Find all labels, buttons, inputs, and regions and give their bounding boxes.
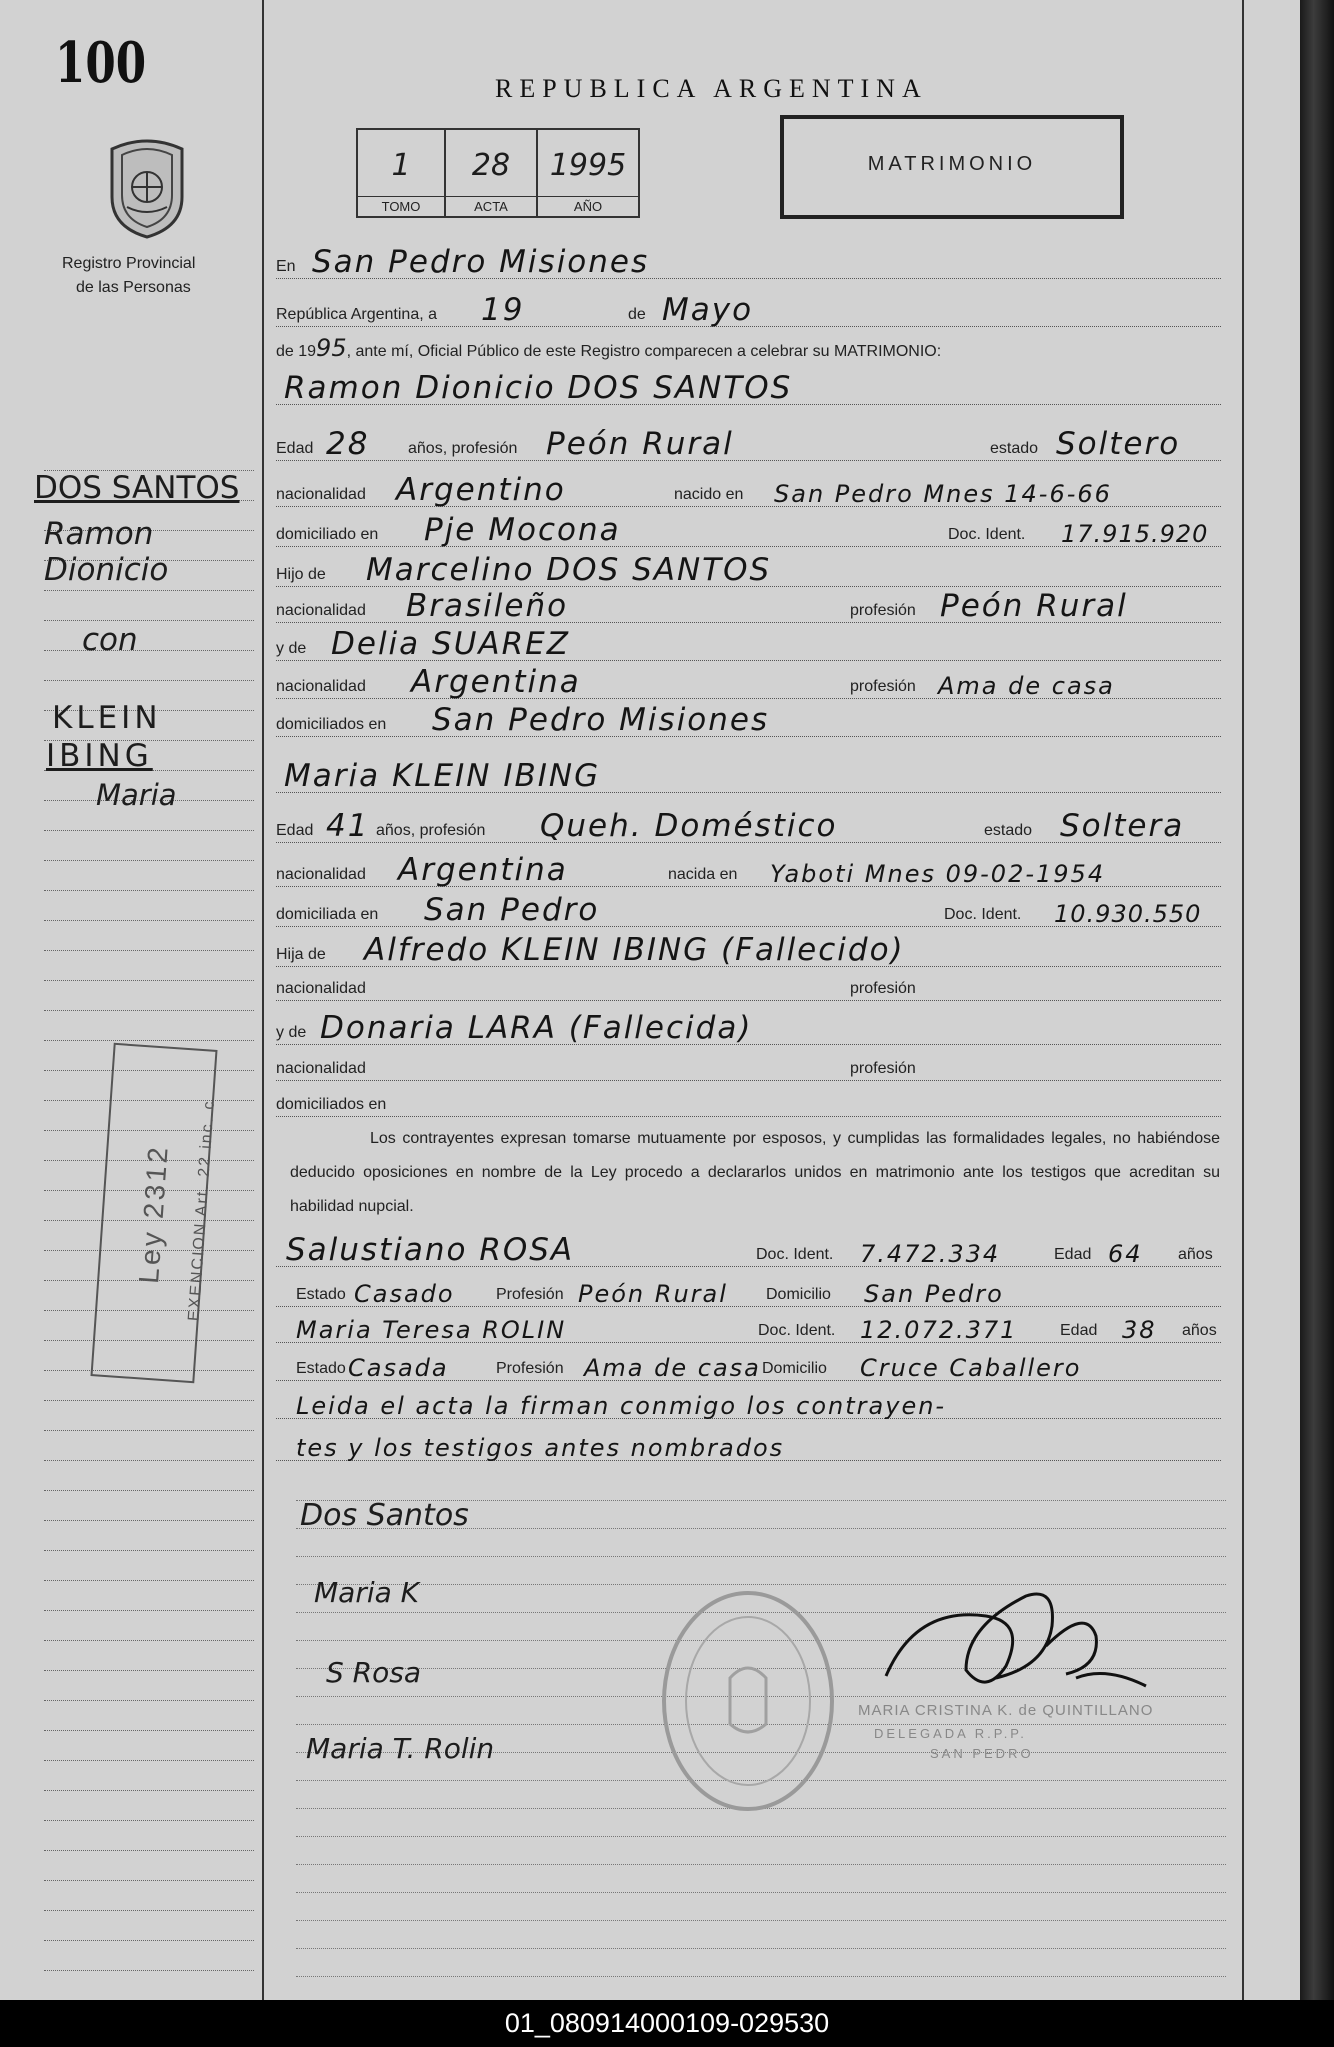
act-type-box — [780, 115, 1124, 219]
signature-bride: Maria K — [314, 1576, 420, 1609]
exemption-stamp — [90, 1043, 217, 1383]
official-stamp-line2: DELEGADA R.P.P. — [874, 1726, 1027, 1741]
witness-1-age: 64 — [1108, 1240, 1143, 1268]
bride-domiciliada-label: domiciliada en — [276, 906, 379, 923]
acta-label: ACTA — [446, 196, 536, 214]
margin-rule-line — [44, 1850, 254, 1851]
groom-profession: Peón Rural — [546, 426, 734, 462]
bride-mother: Donaria LARA (Fallecida) — [320, 1010, 753, 1046]
groom-mother-prof-label: profesión — [850, 678, 916, 695]
signature-rule-line — [296, 1836, 1226, 1837]
bride-address-row — [276, 886, 1221, 927]
groom-domiciliado-label: domiciliado en — [276, 526, 379, 543]
act-type: MATRIMONIO — [867, 153, 1037, 175]
groom-mother-nat: Argentina — [411, 664, 581, 700]
bride-mother-nat-row — [276, 1044, 1221, 1081]
closing-line-2-row — [276, 1420, 1221, 1461]
place-row — [276, 238, 1221, 279]
closing-line-1: Leida el acta la firman conmigo los contrayen- — [296, 1392, 947, 1420]
groom-status: Soltero — [1056, 426, 1181, 462]
groom-doc: 17.915.920 — [1061, 520, 1209, 548]
margin-rule-line — [44, 1910, 254, 1911]
closing-line-2: tes y los testigos antes nombrados — [296, 1434, 785, 1462]
groom-father-nat: Brasileño — [406, 588, 569, 624]
date-row — [276, 290, 1221, 327]
margin-rule-line — [44, 890, 254, 891]
year-suffix: 95 — [316, 334, 347, 362]
groom-nacionalidad-label: nacionalidad — [276, 486, 366, 503]
margin-note-surname: DOS SANTOS — [34, 470, 240, 506]
groom-age: 28 — [326, 426, 370, 462]
official-stamp-line3: SAN PEDRO — [930, 1746, 1034, 1761]
groom-yde-label: y de — [276, 640, 307, 657]
preamble-text: , ante mí, Oficial Público de este Registro comparecen a celebrar su MATRIMONIO: — [346, 343, 942, 360]
margin-rule-line — [44, 1970, 254, 1971]
groom-nacido-label: nacido en — [674, 486, 744, 503]
witness-1-estado: Casado — [354, 1280, 455, 1308]
bride-age-row — [276, 802, 1221, 843]
signature-rule-line — [296, 1556, 1226, 1557]
tomo-label: TOMO — [358, 196, 444, 214]
margin-rule-line — [44, 950, 254, 951]
exemption-stamp-line2: EXENCION Art. 22 inc. c — [185, 1098, 219, 1322]
margin-rule-line — [44, 980, 254, 981]
margin-rule-line — [44, 1700, 254, 1701]
acta-value: 28 — [471, 148, 511, 183]
bride-edad-label: Edad — [276, 822, 314, 839]
signature-witness-1: S Rosa — [326, 1656, 422, 1689]
witness-1-details-row — [276, 1266, 1221, 1307]
binding-edge — [1300, 0, 1334, 2000]
bride-father-row — [276, 926, 1221, 967]
witness-1-domicilio: San Pedro — [864, 1280, 1004, 1308]
tomo-value: 1 — [391, 148, 411, 183]
margin-rule-line — [44, 1010, 254, 1011]
witness-1-estado-label: Estado — [296, 1286, 346, 1303]
margin-rule-line — [44, 1760, 254, 1761]
bride-father-prof-label: profesión — [850, 980, 916, 997]
en-label: En — [276, 258, 296, 275]
margin-note-given-1: Ramon — [44, 516, 154, 552]
margin-rule-line — [44, 1610, 254, 1611]
bride-address: San Pedro — [424, 892, 600, 928]
year-prefix: de 19 — [276, 343, 317, 360]
margin-rule-line — [44, 1040, 254, 1041]
bride-hija-label: Hija de — [276, 946, 326, 963]
groom-anos-profesion-label: años, profesión — [408, 440, 518, 457]
witness-2-name: Maria Teresa ROLIN — [296, 1316, 567, 1344]
registry-title-line1: Registro Provincial — [62, 255, 196, 272]
record-box — [356, 128, 640, 218]
heading: REPUBLICA ARGENTINA — [495, 74, 928, 103]
witness-1-name: Salustiano ROSA — [286, 1232, 575, 1268]
groom-parents-address: San Pedro Misiones — [432, 702, 770, 738]
bride-father-nat-row — [276, 964, 1221, 1001]
groom-father-row — [276, 546, 1221, 587]
margin-rule-line — [44, 1490, 254, 1491]
day-value: 19 — [481, 292, 525, 328]
bride-status: Soltera — [1060, 808, 1185, 844]
groom-parents-address-row — [276, 696, 1221, 737]
signature-witness-2: Maria T. Rolin — [306, 1732, 495, 1765]
bride-parents-address-row — [276, 1084, 1221, 1117]
margin-rule-line — [44, 590, 254, 591]
groom-domiciliados-label: domiciliados en — [276, 716, 387, 733]
margin-rule-line — [44, 1880, 254, 1881]
bride-yde-label: y de — [276, 1024, 307, 1041]
bride-father-nat-label: nacionalidad — [276, 980, 366, 997]
witness-2-domicilio-label: Domicilio — [762, 1360, 827, 1377]
bride-nationality-row — [276, 846, 1221, 887]
signature-rule-line — [296, 1920, 1226, 1921]
witness-2-doc-label: Doc. Ident. — [758, 1322, 836, 1339]
margin-note-bride-1: KLEIN — [52, 700, 162, 736]
groom-father: Marcelino DOS SANTOS — [366, 552, 772, 588]
witness-2-domicilio: Cruce Caballero — [860, 1354, 1082, 1382]
margin-rule-line — [44, 680, 254, 681]
margin-rule-line — [44, 1430, 254, 1431]
groom-father-prof: Peón Rural — [940, 588, 1128, 624]
margin-note-bride-2: IBING — [46, 738, 153, 774]
witness-2-estado: Casada — [348, 1354, 449, 1382]
bride-anos-profesion-label: años, profesión — [376, 822, 486, 839]
signature-groom: Dos Santos — [300, 1498, 469, 1533]
bride-name-row — [276, 752, 1221, 793]
bride-doc: 10.930.550 — [1054, 900, 1202, 928]
margin-rule-line — [44, 830, 254, 831]
place-value: San Pedro Misiones — [312, 244, 650, 280]
bride-mother-row — [276, 1004, 1221, 1045]
witness-2-row — [276, 1302, 1221, 1343]
witness-2-profession: Ama de casa — [584, 1354, 761, 1382]
witness-2-estado-label: Estado — [296, 1360, 346, 1377]
bride-name: Maria KLEIN IBING — [284, 758, 601, 794]
bride-mother-prof-label: profesión — [850, 1060, 916, 1077]
groom-mother: Delia SUAREZ — [331, 626, 570, 662]
registry-title-line2: de las Personas — [76, 279, 191, 296]
margin-rule-line — [44, 1550, 254, 1551]
margin-rule-line — [44, 1640, 254, 1641]
bride-domiciliados-label: domiciliados en — [276, 1096, 387, 1113]
official-stamp-line1: MARIA CRISTINA K. de QUINTILLANO — [858, 1702, 1154, 1719]
witness-1-doc: 7.472.334 — [860, 1240, 1001, 1268]
witness-1-edad-label: Edad — [1054, 1246, 1092, 1263]
margin-rule-line — [44, 1670, 254, 1671]
margin-rule-line — [44, 1820, 254, 1821]
margin-note-con: con — [82, 622, 138, 658]
month-value: Mayo — [662, 292, 754, 328]
official-round-seal-icon — [658, 1588, 838, 1814]
bride-age: 41 — [326, 808, 370, 844]
signature-rule-line — [296, 1892, 1226, 1893]
margin-rule-line — [44, 1790, 254, 1791]
groom-age-row — [276, 420, 1221, 461]
bride-profession: Queh. Doméstico — [540, 808, 838, 844]
anio-value: 1995 — [549, 148, 627, 183]
groom-nationality-row — [276, 466, 1221, 507]
witness-2-anos-label: años — [1182, 1322, 1217, 1339]
margin-rule-line — [44, 920, 254, 921]
witness-2-details-row — [276, 1340, 1221, 1381]
bride-mother-nat-label: nacionalidad — [276, 1060, 366, 1077]
margin-rule-line — [44, 860, 254, 861]
margin-rule-line — [44, 650, 254, 651]
witness-1-doc-label: Doc. Ident. — [756, 1246, 834, 1263]
margin-note-given-2: Dionicio — [44, 552, 169, 588]
emblem-caption — [104, 240, 116, 241]
groom-address-row — [276, 506, 1221, 547]
witness-1-profesion-label: Profesión — [496, 1286, 564, 1303]
groom-mother-nat-label: nacionalidad — [276, 678, 366, 695]
official-signature-icon — [876, 1566, 1156, 1706]
groom-birth: San Pedro Mnes 14-6-66 — [774, 480, 1112, 508]
groom-address: Pje Mocona — [424, 512, 621, 548]
groom-name: Ramon Dionicio DOS SANTOS — [284, 370, 793, 406]
witness-2-doc: 12.072.371 — [860, 1316, 1018, 1344]
groom-doc-label: Doc. Ident. — [948, 526, 1026, 543]
groom-mother-row — [276, 620, 1221, 661]
witness-1-profession: Peón Rural — [578, 1280, 728, 1308]
signature-rule-line — [296, 1864, 1226, 1865]
bride-nacionalidad-label: nacionalidad — [276, 866, 366, 883]
signature-rule-line — [296, 1976, 1226, 1977]
province-emblem-icon — [102, 135, 192, 239]
witness-1-row — [276, 1226, 1221, 1267]
groom-father-nat-row — [276, 582, 1221, 623]
bride-estado-label: estado — [984, 822, 1033, 839]
groom-nationality: Argentino — [396, 472, 566, 508]
witness-2-age: 38 — [1122, 1316, 1157, 1344]
witness-1-domicilio-label: Domicilio — [766, 1286, 831, 1303]
groom-father-nat-label: nacionalidad — [276, 602, 366, 619]
year-line — [276, 334, 941, 362]
margin-rule-line — [44, 1520, 254, 1521]
margin-note-bride-3: Maria — [96, 778, 177, 812]
signature-rule-line — [296, 1948, 1226, 1949]
page-number: 100 — [55, 30, 147, 96]
margin-rule-line — [44, 1460, 254, 1461]
groom-hijo-label: Hijo de — [276, 566, 326, 583]
bride-birth: Yaboti Mnes 09-02-1954 — [770, 860, 1106, 888]
groom-name-row — [276, 364, 1221, 405]
de-label: de — [628, 306, 646, 323]
margin-rule-line — [44, 1580, 254, 1581]
witness-2-edad-label: Edad — [1060, 1322, 1098, 1339]
bride-doc-label: Doc. Ident. — [944, 906, 1022, 923]
witness-1-anos-label: años — [1178, 1246, 1213, 1263]
groom-estado-label: estado — [990, 440, 1039, 457]
groom-mother-prof: Ama de casa — [938, 672, 1115, 700]
bride-nationality: Argentina — [398, 852, 568, 888]
bride-father: Alfredo KLEIN IBING (Fallecido) — [364, 932, 905, 968]
anio-label: AÑO — [538, 196, 638, 214]
margin-rule-line — [44, 620, 254, 621]
bride-nacida-label: nacida en — [668, 866, 738, 883]
republic-label: República Argentina, a — [276, 306, 437, 323]
margin-rule-line — [44, 1400, 254, 1401]
margin-rule-line — [44, 1940, 254, 1941]
groom-father-prof-label: profesión — [850, 602, 916, 619]
groom-edad-label: Edad — [276, 440, 314, 457]
groom-mother-nat-row — [276, 658, 1221, 699]
closing-line-1-row — [276, 1378, 1221, 1419]
margin-rule-line — [44, 1730, 254, 1731]
footer-code: 01_080914000109-029530 — [0, 2000, 1334, 2047]
witness-2-profesion-label: Profesión — [496, 1360, 564, 1377]
legal-text: Los contrayentes expresan tomarse mutuamente por esposos, y cumplidas las formalidades legales, no habiéndose deducido oposiciones en nombre de la Ley procedo a declararlos unidos en matrimonio ante los testigos que acreditan su habilidad nupcial. — [290, 1130, 1220, 1215]
exemption-stamp-line1: Ley 2312 — [133, 1143, 174, 1285]
